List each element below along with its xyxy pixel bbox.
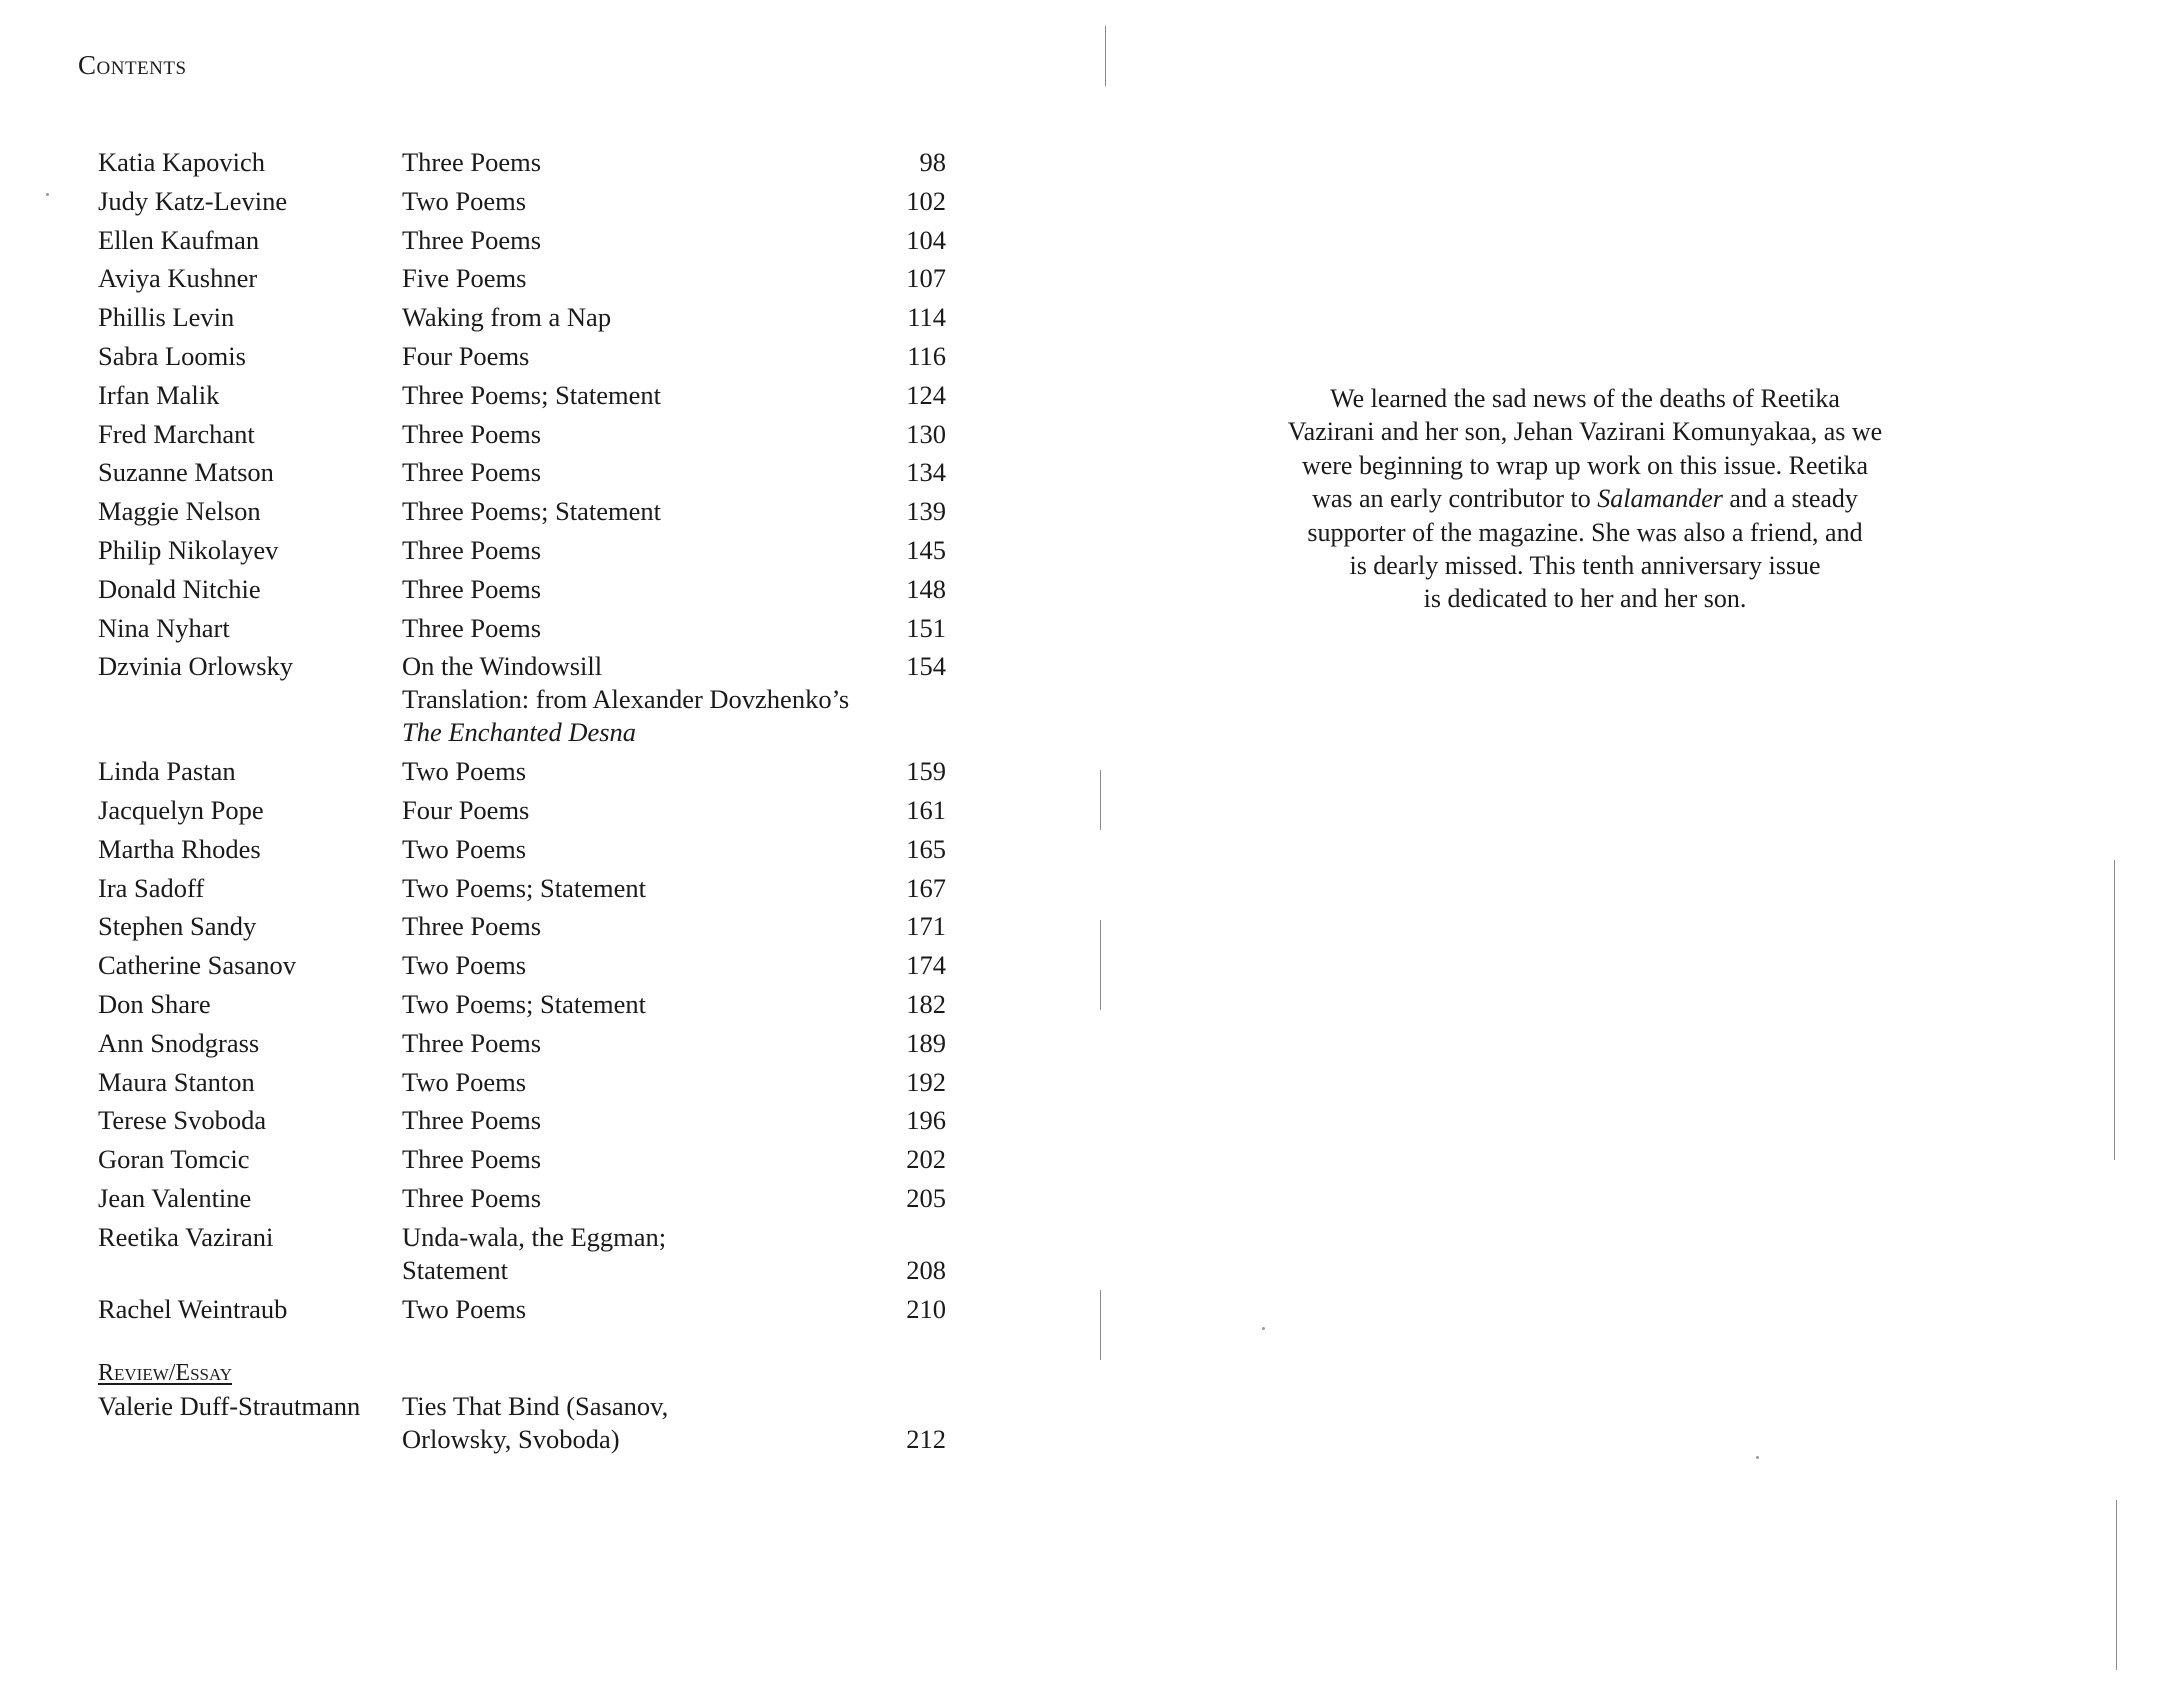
toc-title-line: Two Poems; Statement xyxy=(402,872,646,903)
toc-title-line: Three Poems xyxy=(402,1182,542,1213)
toc-author: Nina Nyhart xyxy=(98,612,230,643)
toc-author: Sabra Loomis xyxy=(98,340,246,371)
toc-title xyxy=(402,794,858,827)
toc-main-list xyxy=(98,146,946,1326)
toc-entry xyxy=(98,1390,946,1456)
toc-title xyxy=(402,573,858,606)
dedication-line: is dedicated to her and her son. xyxy=(1423,584,1747,614)
toc-entry xyxy=(98,650,946,749)
toc-title xyxy=(402,1143,858,1176)
toc-title-line: Five Poems xyxy=(402,263,527,294)
running-head: Contents xyxy=(78,50,187,80)
toc-title-line: Three Poems xyxy=(402,224,542,255)
toc-title-line: Three Poems; Statement xyxy=(402,496,662,527)
scan-artifact xyxy=(2114,860,2115,1160)
toc-entry xyxy=(98,185,946,218)
toc-title xyxy=(402,340,858,373)
toc-page-number: 161 xyxy=(906,794,946,825)
toc-author: Phillis Levin xyxy=(98,302,235,333)
toc-page-number: 139 xyxy=(906,496,946,527)
toc-entry xyxy=(98,340,946,373)
toc-author: Philip Nikolayev xyxy=(98,534,279,565)
toc-page-number: 159 xyxy=(906,756,946,787)
toc-title-line: Three Poems xyxy=(402,1144,542,1175)
toc-author: Jean Valentine xyxy=(98,1182,252,1213)
toc-title xyxy=(402,612,858,645)
toc-title xyxy=(402,456,858,489)
toc-title xyxy=(402,379,858,412)
toc-title-line: Ties That Bind (Sasanov, xyxy=(402,1390,669,1421)
toc-entry xyxy=(98,794,946,827)
toc-entry xyxy=(98,949,946,982)
dedication-line xyxy=(1312,484,1858,513)
toc-title xyxy=(402,650,858,749)
toc-title-line: Unda-wala, the Eggman; xyxy=(402,1221,667,1252)
toc-page-number: 208 xyxy=(906,1254,946,1285)
toc-author: Reetika Vazirani xyxy=(98,1221,274,1252)
scan-artifact xyxy=(1100,770,1101,830)
toc-title-line: Three Poems xyxy=(402,573,542,604)
toc-entry xyxy=(98,1182,946,1215)
toc-author: Terese Svoboda xyxy=(98,1105,267,1136)
toc-author: Ann Snodgrass xyxy=(98,1027,260,1058)
toc-title-line: Three Poems xyxy=(402,418,542,449)
toc-author: Catherine Sasanov xyxy=(98,950,296,981)
toc-title xyxy=(402,224,858,257)
toc-entry xyxy=(98,379,946,412)
toc-title xyxy=(402,755,858,788)
toc-title-line: Two Poems xyxy=(402,1066,527,1097)
toc-page-number: 192 xyxy=(906,1066,946,1097)
toc-entry xyxy=(98,1293,946,1326)
toc-title xyxy=(402,534,858,567)
toc-page-number: 171 xyxy=(906,911,946,942)
toc-title-line: Waking from a Nap xyxy=(402,302,612,333)
toc-page-number: 102 xyxy=(906,185,946,216)
toc-entry xyxy=(98,833,946,866)
toc-title xyxy=(402,1182,858,1215)
toc-title xyxy=(402,495,858,528)
toc-entry xyxy=(98,755,946,788)
scan-artifact xyxy=(1105,26,1106,86)
dedication-line: were beginning to wrap up work on this issue. Reetika xyxy=(1301,450,1869,480)
toc-title-line: Two Poems xyxy=(402,950,527,981)
toc-page-number: 196 xyxy=(906,1105,946,1136)
toc-entry xyxy=(98,573,946,606)
toc-page-number: 210 xyxy=(906,1293,946,1324)
toc-entry xyxy=(98,910,946,943)
toc-author: Jacquelyn Pope xyxy=(98,794,264,825)
toc-entry xyxy=(98,456,946,489)
dedication-line: We learned the sad news of the deaths of Reetika xyxy=(1330,384,1840,413)
toc-title xyxy=(402,1066,858,1099)
scan-speck xyxy=(1756,1456,1759,1459)
toc-page-number: 167 xyxy=(906,872,946,903)
toc-author: Ira Sadoff xyxy=(98,872,205,903)
magazine-title: Salamander xyxy=(1597,484,1723,514)
toc-author: Dzvinia Orlowsky xyxy=(98,651,294,682)
toc-author: Katia Kapovich xyxy=(98,147,266,177)
toc-page-number: 104 xyxy=(906,224,946,255)
toc-entry xyxy=(98,1104,946,1137)
toc-title xyxy=(402,1293,858,1326)
toc-page-number: 148 xyxy=(906,573,946,604)
scan-speck xyxy=(46,193,49,196)
toc-title xyxy=(402,910,858,943)
toc-author: Ellen Kaufman xyxy=(98,224,260,255)
toc-page-number: 145 xyxy=(906,534,946,565)
toc-author: Valerie Duff-Strautmann xyxy=(98,1390,361,1421)
toc-title xyxy=(402,1027,858,1060)
toc-entry xyxy=(98,1221,946,1287)
toc-title xyxy=(402,1221,858,1287)
toc-title-line: Three Poems xyxy=(402,534,542,565)
toc-author: Stephen Sandy xyxy=(98,911,257,942)
toc-author: Rachel Weintraub xyxy=(98,1293,288,1324)
toc-entry xyxy=(98,224,946,257)
right-page xyxy=(1090,0,2176,1696)
toc-page-number: 202 xyxy=(906,1144,946,1175)
toc-title-line: Three Poems xyxy=(402,911,542,942)
dedication-text: was an early contributor to xyxy=(1312,484,1598,514)
toc-title xyxy=(402,301,858,334)
table-of-contents xyxy=(98,146,946,1461)
section-heading-review-essay: Review/Essay xyxy=(98,1359,232,1386)
toc-author: Irfan Malik xyxy=(98,379,220,410)
dedication-note xyxy=(1240,382,1930,616)
toc-author: Donald Nitchie xyxy=(98,573,261,604)
toc-title-line: Two Poems xyxy=(402,1293,527,1324)
toc-page-number: 154 xyxy=(906,651,946,682)
toc-title-line: Three Poems xyxy=(402,457,542,488)
toc-entry xyxy=(98,495,946,528)
toc-page-number: 189 xyxy=(906,1027,946,1058)
toc-title-line: Statement xyxy=(402,1254,508,1285)
toc-page-number: 98 xyxy=(919,147,946,177)
dedication-text: and a steady xyxy=(1722,484,1858,514)
toc-page-number: 114 xyxy=(907,302,946,333)
toc-entry xyxy=(98,612,946,645)
toc-page-number: 130 xyxy=(906,418,946,449)
toc-title xyxy=(402,262,858,295)
toc-title xyxy=(402,146,858,179)
toc-entry xyxy=(98,872,946,905)
toc-author: Goran Tomcic xyxy=(98,1144,250,1175)
toc-title xyxy=(402,185,858,218)
toc-title xyxy=(402,872,858,905)
toc-page-number: 165 xyxy=(906,833,946,864)
toc-title xyxy=(402,418,858,451)
toc-page-number: 134 xyxy=(906,457,946,488)
dedication-line: Vazirani and her son, Jehan Vazirani Komunyakaa, as we xyxy=(1287,417,1883,447)
toc-entry xyxy=(98,1066,946,1099)
toc-author: Suzanne Matson xyxy=(98,457,274,488)
toc-page-number: 212 xyxy=(906,1423,946,1454)
toc-title-line: Orlowsky, Svoboda) xyxy=(402,1423,620,1454)
scan-artifact xyxy=(1100,920,1101,1010)
toc-title-line: Two Poems; Statement xyxy=(402,988,646,1019)
scan-artifact xyxy=(2116,1500,2117,1670)
toc-author: Linda Pastan xyxy=(98,756,236,787)
toc-entry xyxy=(98,301,946,334)
toc-page-number: 107 xyxy=(906,263,946,294)
scan-artifact xyxy=(1100,1290,1101,1360)
toc-title-line: Three Poems xyxy=(402,147,542,177)
toc-title xyxy=(402,833,858,866)
toc-entry xyxy=(98,262,946,295)
toc-author: Fred Marchant xyxy=(98,418,255,449)
toc-author: Martha Rhodes xyxy=(98,833,261,864)
toc-title-line: Three Poems xyxy=(402,1105,542,1136)
toc-author: Aviya Kushner xyxy=(98,263,258,294)
toc-entry xyxy=(98,146,946,179)
toc-title-line: Three Poems xyxy=(402,1027,542,1058)
toc-entry xyxy=(98,1027,946,1060)
toc-title-line: Three Poems; Statement xyxy=(402,379,662,410)
toc-title-line: Three Poems xyxy=(402,612,542,643)
toc-page-number: 174 xyxy=(906,950,946,981)
toc-author: Don Share xyxy=(98,988,211,1019)
toc-page-number: 151 xyxy=(906,612,946,643)
toc-author: Judy Katz-Levine xyxy=(98,185,288,216)
toc-review-list xyxy=(98,1390,946,1456)
toc-title xyxy=(402,1390,858,1456)
toc-author: Maura Stanton xyxy=(98,1066,255,1097)
toc-page-number: 182 xyxy=(906,988,946,1019)
toc-title xyxy=(402,1104,858,1137)
toc-entry xyxy=(98,534,946,567)
dedication-line: supporter of the magazine. She was also a friend, and xyxy=(1307,517,1863,547)
toc-title-line: Translation: from Alexander Dovzhenko’s xyxy=(402,684,850,715)
dedication-line: is dearly missed. This tenth anniversary issue xyxy=(1349,551,1821,581)
toc-title-line: Four Poems xyxy=(402,340,530,371)
toc-title-line: Four Poems xyxy=(402,794,530,825)
toc-page-number: 124 xyxy=(906,379,946,410)
toc-title xyxy=(402,949,858,982)
scan-speck xyxy=(1262,1327,1265,1330)
toc-title-line: The Enchanted Desna xyxy=(402,717,637,748)
toc-title-line: Two Poems xyxy=(402,756,527,787)
toc-author: Maggie Nelson xyxy=(98,496,261,527)
toc-title xyxy=(402,988,858,1021)
toc-entry xyxy=(98,418,946,451)
toc-title-line: Two Poems xyxy=(402,185,527,216)
toc-title-line: On the Windowsill xyxy=(402,651,603,682)
toc-entry xyxy=(98,988,946,1021)
toc-title-line: Two Poems xyxy=(402,833,527,864)
toc-entry xyxy=(98,1143,946,1176)
toc-page-number: 205 xyxy=(906,1182,946,1213)
toc-page-number: 116 xyxy=(907,340,946,371)
